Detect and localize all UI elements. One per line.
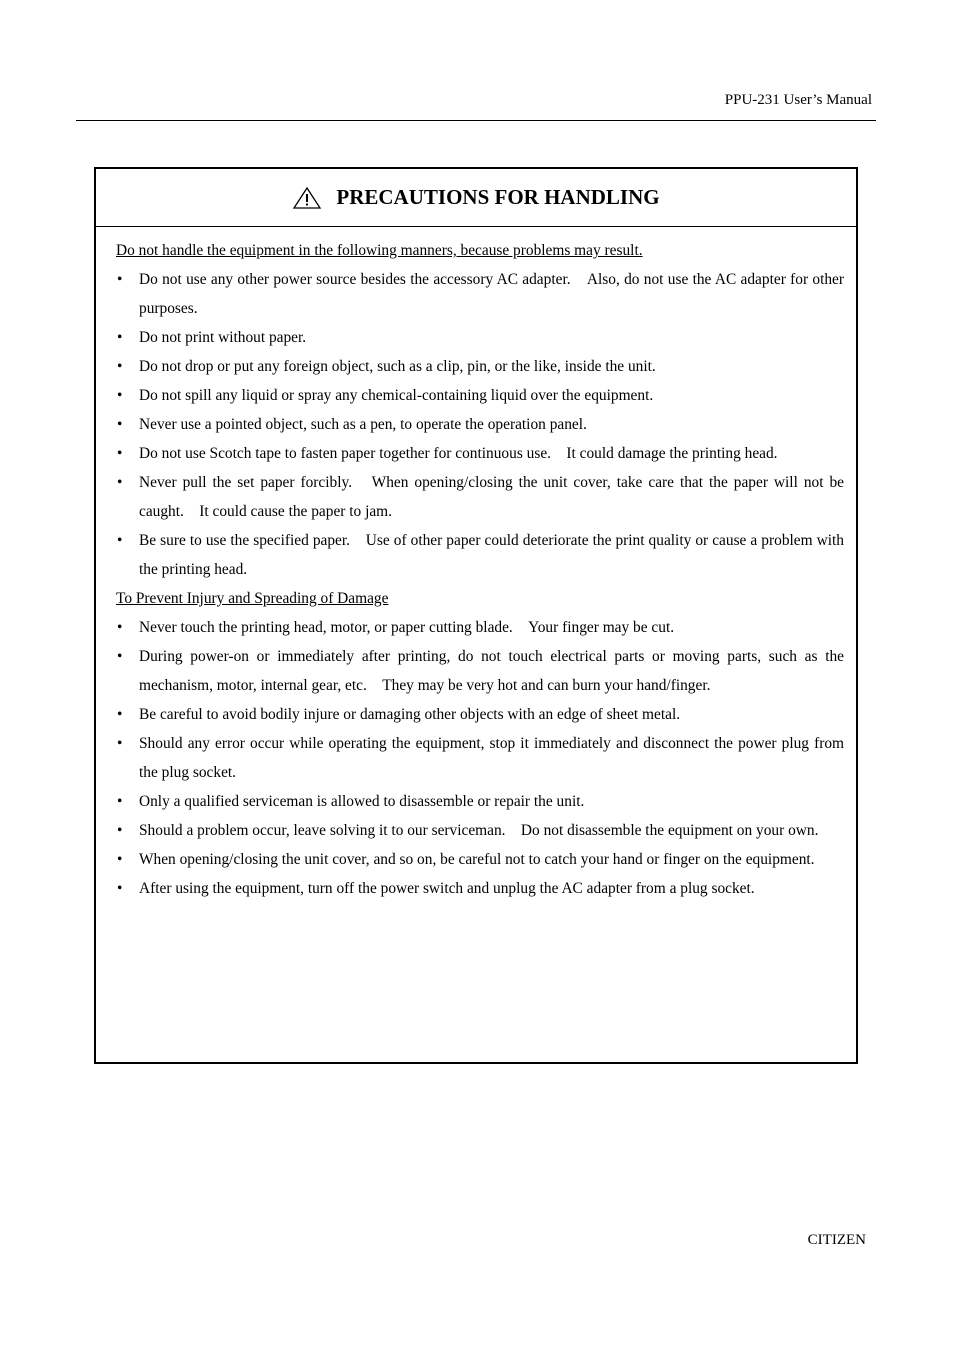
list-item: • When opening/closing the unit cover, and so on, be careful not to catch your hand or finger on the equipment.	[116, 845, 844, 874]
precautions-body	[96, 227, 856, 903]
section-heading-manners: Do not handle the equipment in the following manners, because problems may result.	[116, 242, 643, 259]
list-item: • Be sure to use the specified paper. Use of other paper could deteriorate the print quality or cause a problem with the printing head.	[116, 526, 844, 584]
list-item: • Never pull the set paper forcibly. When opening/closing the unit cover, take care that the paper will not be caught. It could cause the paper to jam.	[116, 468, 844, 526]
manual-title: PPU-231 User’s Manual	[724, 92, 872, 108]
list-item: • Do not spill any liquid or spray any chemical-containing liquid over the equipment.	[116, 381, 844, 410]
list-item: • Never use a pointed object, such as a pen, to operate the operation panel.	[116, 410, 844, 439]
header-divider	[76, 120, 876, 121]
list-item: • Only a qualified serviceman is allowed to disassemble or repair the unit.	[116, 787, 844, 816]
list-item: • Never touch the printing head, motor, or paper cutting blade. Your finger may be cut.	[116, 613, 844, 642]
list-item: • Should any error occur while operating the equipment, stop it immediately and disconnect the power plug from the plug socket.	[116, 729, 844, 787]
list-item: • Do not drop or put any foreign object, such as a clip, pin, or the like, inside the unit.	[116, 352, 844, 381]
list-item: • Be careful to avoid bodily injure or damaging other objects with an edge of sheet metal.	[116, 700, 844, 729]
list-manners	[116, 265, 844, 584]
list-injury	[116, 613, 844, 903]
list-item: • Do not print without paper.	[116, 323, 844, 352]
footer-brand: CITIZEN	[807, 1232, 866, 1248]
precautions-box	[94, 167, 858, 1064]
warning-triangle-icon	[292, 187, 322, 209]
list-item: • Should a problem occur, leave solving it to our serviceman. Do not disassemble the equipment on your own.	[116, 816, 844, 845]
list-item: • After using the equipment, turn off the power switch and unplug the AC adapter from a plug socket.	[116, 874, 844, 903]
list-item: • During power-on or immediately after printing, do not touch electrical parts or moving parts, such as the mechanism, motor, internal gear, etc. They may be very hot and can burn your hand/finger.	[116, 642, 844, 700]
section-heading-injury: To Prevent Injury and Spreading of Damage	[116, 590, 389, 607]
precautions-title-bar	[96, 169, 856, 227]
list-item: • Do not use any other power source besides the accessory AC adapter. Also, do not use the AC adapter for other purposes.	[116, 265, 844, 323]
list-item: • Do not use Scotch tape to fasten paper together for continuous use. It could damage the printing head.	[116, 439, 844, 468]
precautions-title: PRECAUTIONS FOR HANDLING	[336, 185, 660, 209]
